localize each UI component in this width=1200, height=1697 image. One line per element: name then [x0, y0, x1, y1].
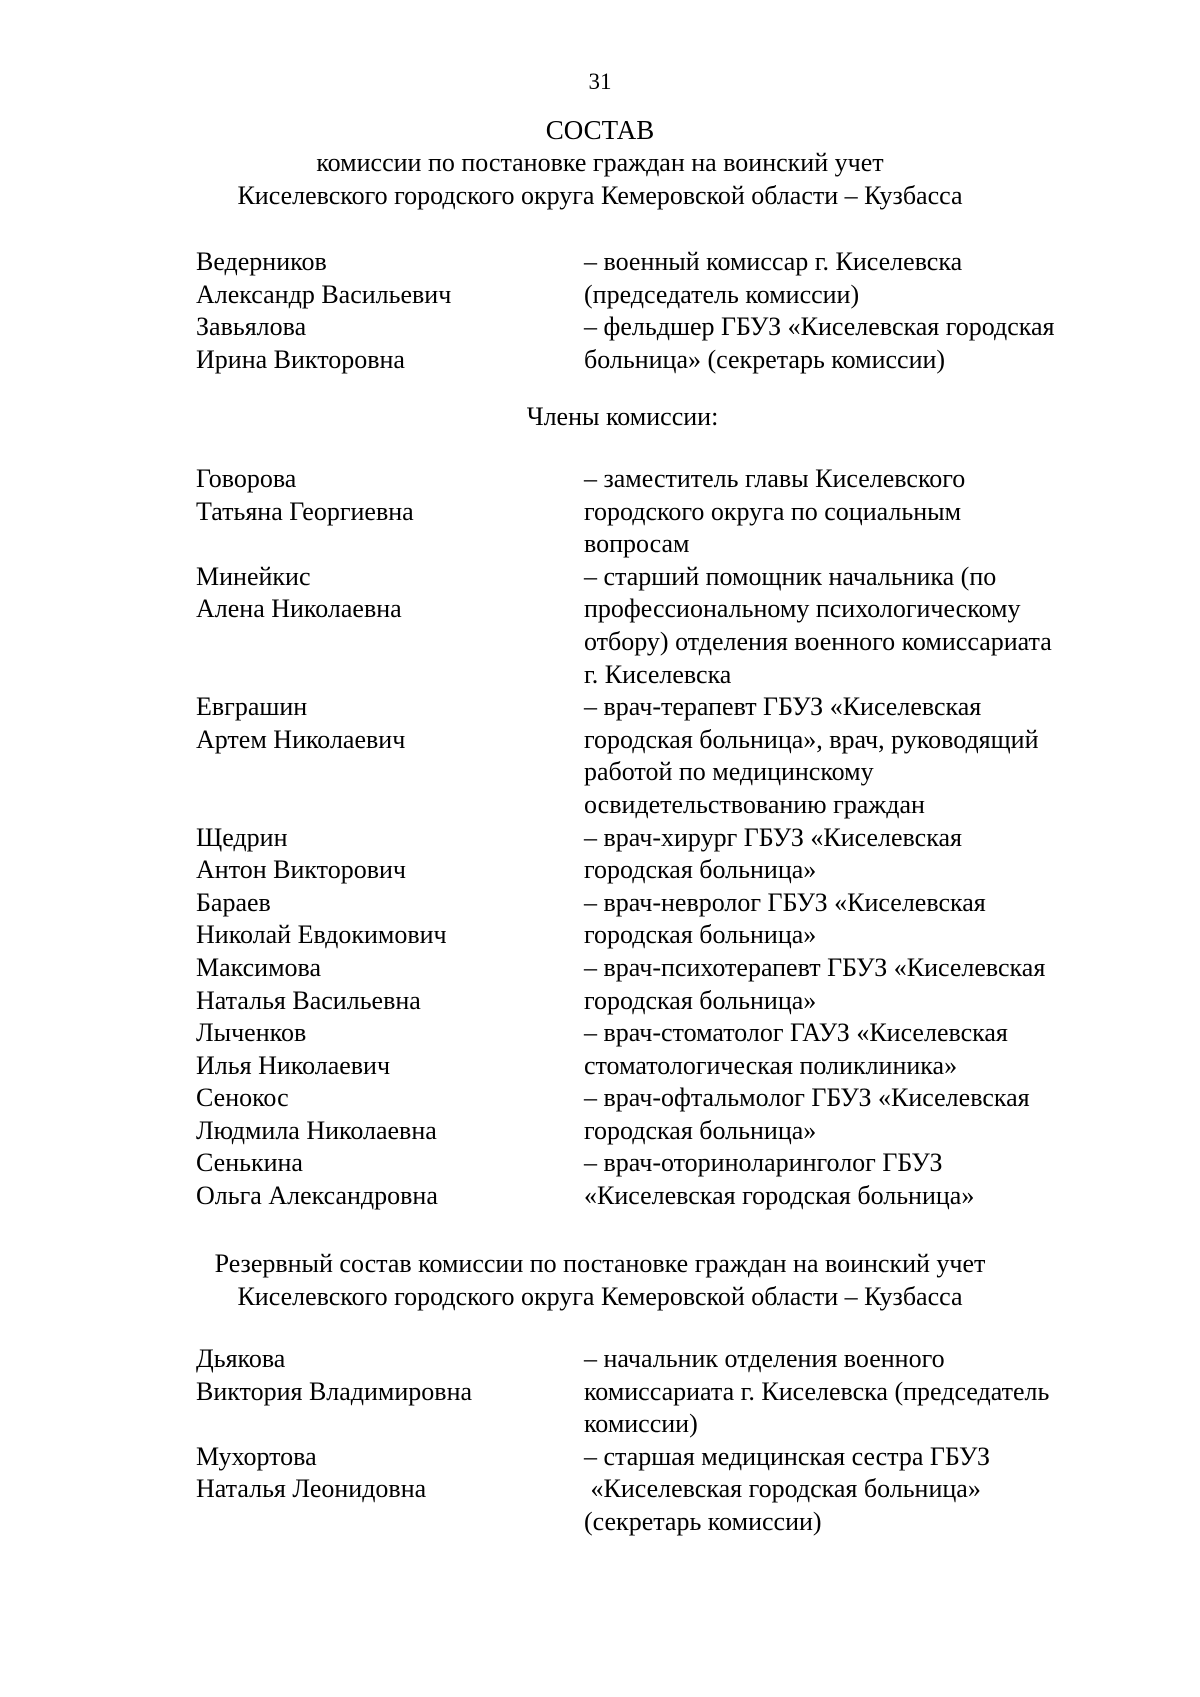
role-line: комиссариата г. Киселевска (председатель — [584, 1376, 1050, 1406]
role-line: комиссии) — [584, 1409, 698, 1439]
role-line: – врач-офтальмолог ГБУЗ «Киселевская — [584, 1083, 1030, 1113]
list-item — [196, 822, 1126, 887]
person-name — [196, 1147, 584, 1212]
role-line: городская больница» — [584, 1115, 817, 1145]
document-title: СОСТАВ — [545, 115, 655, 145]
role-line: вопросам — [584, 529, 690, 559]
role-line: – заместитель главы Киселевского — [584, 464, 966, 493]
person-role — [584, 822, 1126, 887]
given-names: Виктория Владимировна — [196, 1376, 473, 1406]
role-line: – старшая медицинская сестра ГБУЗ — [584, 1441, 991, 1471]
person-name — [196, 1082, 584, 1147]
role-line: – врач-невролог ГБУЗ «Киселевская — [584, 887, 986, 917]
role-line: – врач-психотерапевт ГБУЗ «Киселевская — [584, 952, 1046, 982]
given-names: Артем Николаевич — [196, 724, 406, 754]
given-names: Антон Викторович — [196, 855, 406, 885]
subtitle-line: Киселевского городского округа Кемеровской области – Кузбасса — [237, 181, 963, 210]
list-item — [196, 1082, 1126, 1147]
role-line: (секретарь комиссии) — [584, 1506, 822, 1536]
given-names: Татьяна Георгиевна — [196, 496, 414, 526]
surname: Сенькина — [196, 1148, 303, 1178]
person-name — [196, 561, 584, 626]
role-line: – старший помощник начальника (по — [584, 561, 997, 591]
leadership-list — [196, 246, 1126, 376]
members-heading: Члены комиссии: — [526, 402, 719, 431]
person-role — [584, 691, 1126, 821]
person-role — [584, 561, 1126, 691]
reserve-list — [196, 1343, 1126, 1539]
person-name — [196, 691, 584, 756]
role-line: стоматологическая поликлиника» — [584, 1050, 958, 1080]
list-item — [196, 952, 1126, 1017]
person-role — [584, 952, 1126, 1017]
surname: Дьякова — [196, 1344, 286, 1373]
given-names: Александр Васильевич — [196, 279, 452, 309]
given-names: Людмила Николаевна — [196, 1115, 437, 1145]
reserve-heading-line: Киселевского городского округа Кемеровской области – Кузбасса — [237, 1282, 963, 1311]
role-line: освидетельствованию граждан — [584, 789, 925, 819]
given-names: Наталья Леонидовна — [196, 1474, 427, 1504]
person-role — [584, 246, 1126, 311]
given-names: Ольга Александровна — [196, 1181, 438, 1211]
surname: Говорова — [196, 464, 297, 493]
role-line: «Киселевская городская больница» — [584, 1181, 975, 1211]
person-name — [196, 246, 584, 311]
surname: Ведерников — [196, 247, 327, 276]
role-line: – врач-оториноларинголог ГБУЗ — [584, 1148, 943, 1178]
given-names: Наталья Васильевна — [196, 985, 421, 1015]
person-name — [196, 1343, 584, 1408]
role-line: городского округа по социальным — [584, 496, 962, 526]
person-role — [584, 1082, 1126, 1147]
role-line: – врач-стоматолог ГАУЗ «Киселевская — [584, 1018, 1008, 1048]
person-name — [196, 887, 584, 952]
surname: Евграшин — [196, 692, 308, 722]
surname: Минейкис — [196, 561, 311, 591]
role-line: – врач-терапевт ГБУЗ «Киселевская — [584, 692, 982, 722]
surname: Максимова — [196, 952, 322, 982]
role-line: – военный комиссар г. Киселевска — [584, 247, 963, 276]
surname: Завьялова — [196, 312, 307, 342]
person-role — [584, 1017, 1126, 1082]
role-line: «Киселевская городская больница» — [584, 1474, 981, 1504]
person-name — [196, 952, 584, 1017]
surname: Щедрин — [196, 822, 288, 852]
person-role — [584, 1441, 1126, 1539]
list-item — [196, 691, 1126, 821]
reserve-heading — [0, 1247, 1200, 1313]
members-list — [196, 463, 1126, 1213]
person-name — [196, 1017, 584, 1082]
list-item — [196, 1147, 1126, 1212]
role-line: городская больница», врач, руководящий — [584, 724, 1039, 754]
person-name — [196, 1441, 584, 1506]
document-subtitle — [0, 146, 1200, 212]
role-line: профессиональному психологическому — [584, 594, 1021, 624]
role-line: – фельдшер ГБУЗ «Киселевская городская — [584, 312, 1055, 342]
person-name — [196, 311, 584, 376]
list-item — [196, 1017, 1126, 1082]
role-line: больница» (секретарь комиссии) — [584, 344, 946, 374]
list-item — [196, 246, 1126, 311]
list-item — [196, 887, 1126, 952]
given-names: Алена Николаевна — [196, 594, 402, 624]
role-line: отбору) отделения военного комиссариата — [584, 626, 1052, 656]
person-role — [584, 887, 1126, 952]
list-item — [196, 1343, 1126, 1441]
reserve-heading-line: Резервный состав комиссии по постановке граждан на воинский учет — [214, 1249, 986, 1278]
person-role — [584, 1147, 1126, 1212]
role-line: – начальник отделения военного — [584, 1344, 945, 1373]
given-names: Илья Николаевич — [196, 1050, 391, 1080]
role-line: городская больница» — [584, 985, 817, 1015]
surname: Лыченков — [196, 1018, 307, 1048]
list-item — [196, 463, 1126, 561]
surname: Сенокос — [196, 1083, 289, 1113]
role-line: – врач-хирург ГБУЗ «Киселевская — [584, 822, 962, 852]
person-role — [584, 1343, 1126, 1441]
page-number: 31 — [588, 69, 612, 94]
role-line: городская больница» — [584, 920, 817, 950]
person-name — [196, 463, 584, 528]
role-line: г. Киселевска — [584, 659, 732, 689]
surname: Мухортова — [196, 1441, 317, 1471]
given-names: Ирина Викторовна — [196, 344, 405, 374]
surname: Бараев — [196, 887, 271, 917]
list-item — [196, 1441, 1126, 1539]
role-line: работой по медицинскому — [584, 757, 874, 787]
person-name — [196, 822, 584, 887]
person-role — [584, 311, 1126, 376]
role-line: (председатель комиссии) — [584, 279, 860, 309]
person-role — [584, 463, 1126, 561]
list-item — [196, 311, 1126, 376]
given-names: Николай Евдокимович — [196, 920, 447, 950]
list-item — [196, 561, 1126, 691]
subtitle-line: комиссии по постановке граждан на воинский учет — [316, 148, 884, 177]
role-line: городская больница» — [584, 855, 817, 885]
